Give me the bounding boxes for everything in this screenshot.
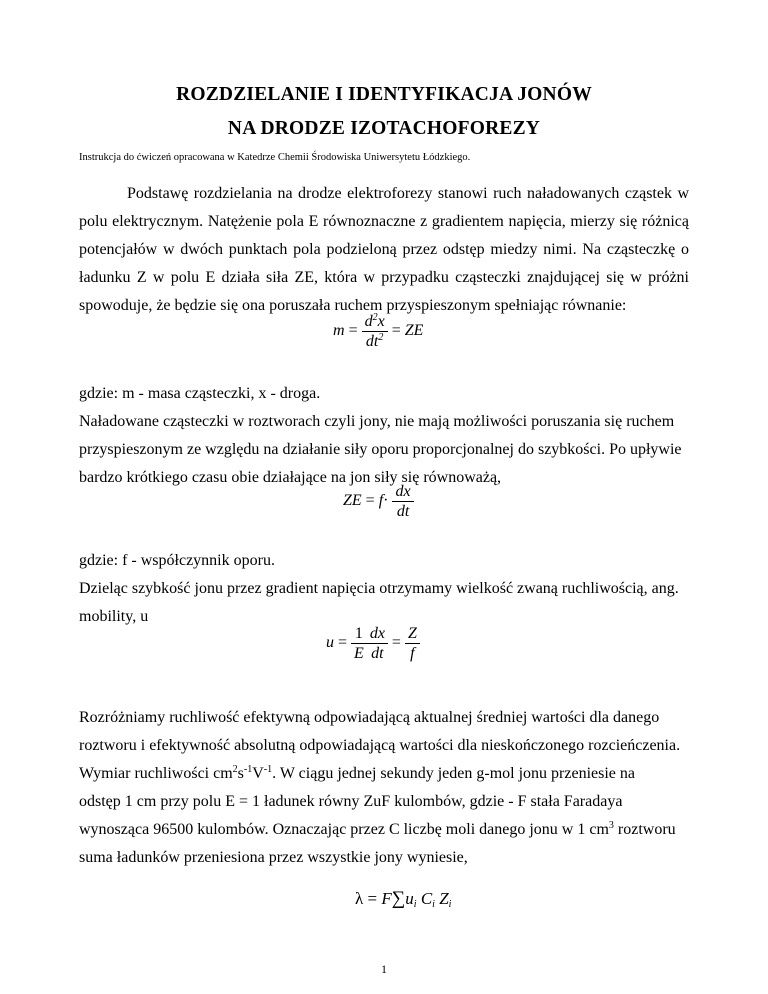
where-resistance: gdzie: f - współczynnik oporu. <box>79 552 275 569</box>
instruction-note: Instrukcja do ćwiczeń opracowana w Katedrze Chemii Środowiska Uniwersytetu Łódzkiego. <box>79 152 471 163</box>
equation-conductivity: $\lambda = F\sum u_i$ $C_i$ $Z_i$ <box>355 888 452 910</box>
equation-mobility: u = $\frac{1}{E}$ $\frac{dx}{dt}$ = $\frac{Z}{f}$ <box>326 624 420 663</box>
paragraph-4-line-5: wynosząca 96500 kulombów. Oznaczając przez C liczbę moli danego jonu w 1 $cm^3$ roztworu <box>79 820 676 838</box>
title-line-1: ROZDZIELANIE I IDENTYFIKACJA JONÓW <box>176 84 592 105</box>
page-number: 1 <box>381 962 387 976</box>
paragraph-4-line-4: odstęp 1 cm przy polu E = 1 ładunek równy ZuF kulombów, gdzie - F stała Faradaya <box>79 793 623 810</box>
paragraph-1: Podstawę rozdzielania na drodze elektroforezy stanowi ruch naładowanych cząstek w polu elektrycznym. Natężenie pola E równoznaczne z gradientem napięcia, mierzy się różnicą potencjałów w dwóch punktach pola podzieloną przez odstęp miedzy nimi. Na cząsteczkę o ładunku Z w polu E działa siła ZE, która w przypadku cząsteczki znajdującej się w próżni spowoduje, że będzie się ona poruszała ruchem przyspieszonym spełniając równanie: <box>79 185 689 314</box>
paragraph-4-line-2: roztworu i efektywność absolutną odpowiadającą wartości dla nieskończonego rozcieńczenia. <box>79 737 681 754</box>
paragraph-4-line-1: Rozróżniamy ruchliwość efektywną odpowiadającą aktualnej średniej wartości dla danego <box>79 709 660 726</box>
equation-newton: m = $\frac{d^2x}{dt^2}$ = ZE <box>333 312 424 350</box>
paragraph-2-line-3: bardzo krótkiego czasu obie działające na jon siły się równoważą, <box>79 469 502 486</box>
paragraph-3-line-1: Dzieląc szybkość jonu przez gradient napięcia otrzymamy wielkość zwaną ruchliwością, ang. <box>79 580 679 597</box>
paragraph-4-line-3: Wymiar ruchliwości $cm^2s^{-1}V^{-1}$. W ciągu jednej sekundy jeden g-mol jonu przeniesie na <box>79 764 635 782</box>
title-line-2: NA DRODZE IZOTACHOFOREZY <box>227 118 541 139</box>
paragraph-3-line-2: mobility, u <box>79 608 149 625</box>
paragraph-2-line-1: Naładowane cząsteczki w roztworach czyli jony, nie mają możliwości poruszania się ruchem <box>79 413 675 430</box>
paragraph-2-line-2: przyspieszonym ze względu na działanie siły oporu proporcjonalnej do szybkości. Po upływie <box>79 441 682 458</box>
where-mass: gdzie: m - masa cząsteczki, x - droga. <box>79 385 321 402</box>
paragraph-4-line-6: suma ładunków przeniesiona przez wszystkie jony wyniesie, <box>79 849 468 866</box>
equation-force-balance: ZE = f· $\frac{dx}{dt}$ <box>343 482 414 521</box>
